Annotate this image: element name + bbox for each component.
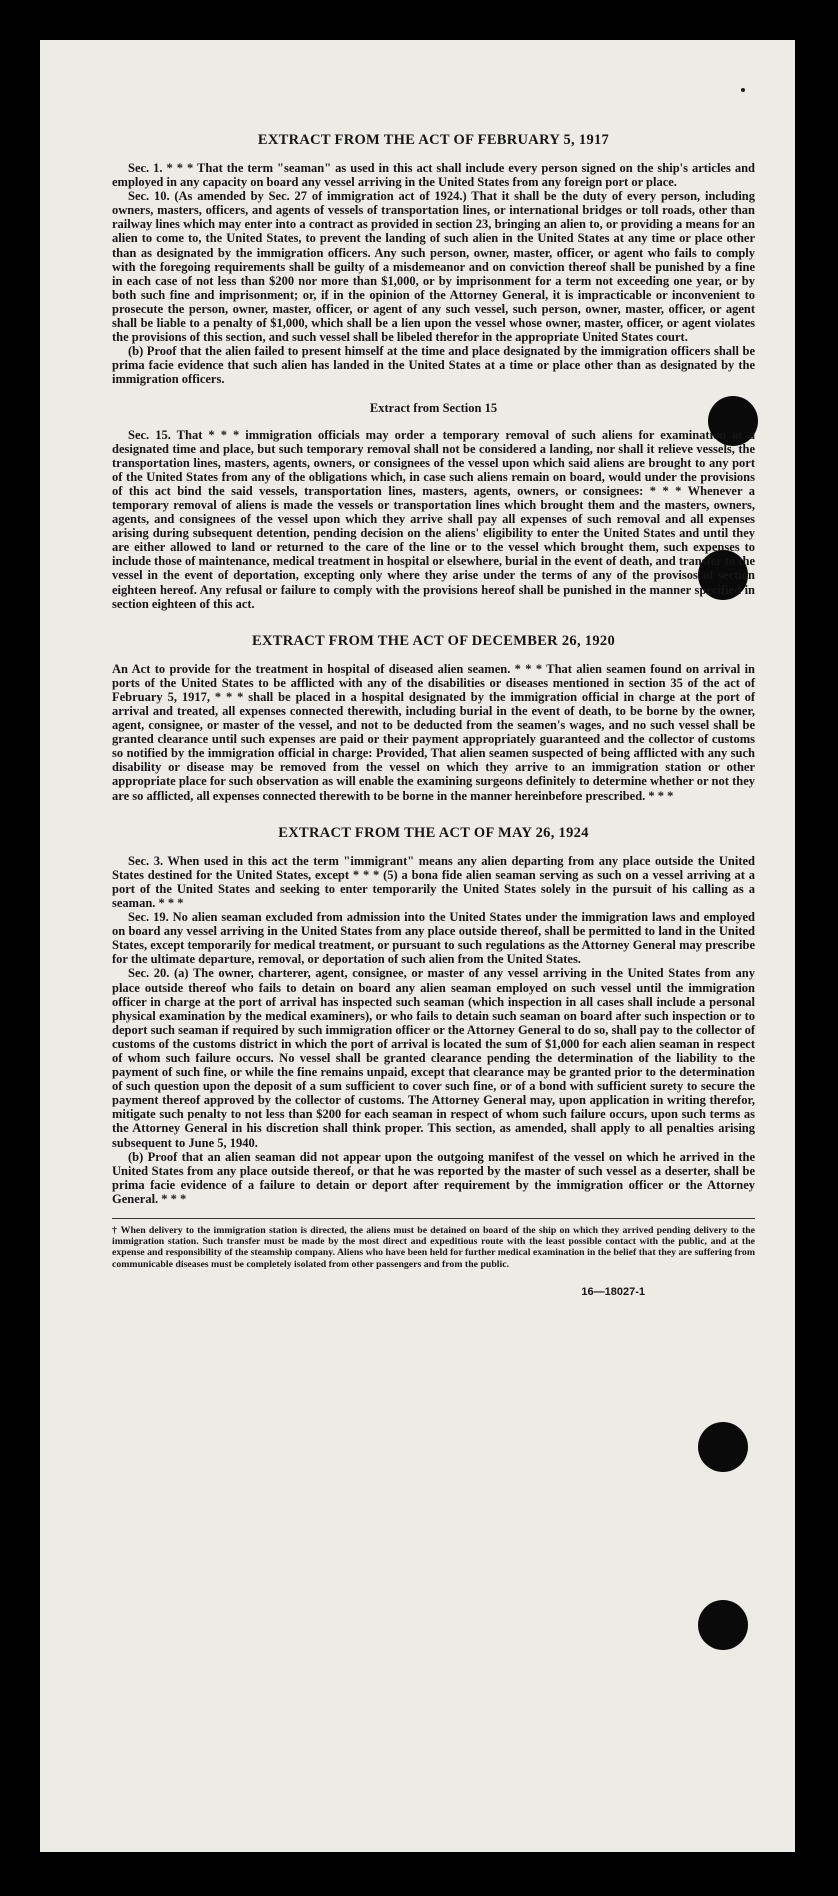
paragraph-act-1920: An Act to provide for the treatment in hospital of diseased alien seamen. * * * That alien seamen found on arrival in ports of the United States to be afflicted with any of the disabilities or diseases mentioned in section 35 of the act of February 5, 1917, * * * shall be placed in a hospital designated by the immigration official in charge at the port of arrival and treated, all expenses connected therewith, including burial in the event of death, to be borne by the owner, agent, consignee, or master of the vessel, and not to be deducted from the seamen's wages, and no such vessel shall be granted clearance until such expenses are paid or their payment appropriately guaranteed and the collector of customs so notified by the immigration official in charge: Provided, That alien seamen suspected of being afflicted with any such disability or disease may be removed from the vessel on which they arrive to an immigration station or other appropriate place for such observation as will enable the examining surgeons definitely to determine whether or not they are so afflicted, all expenses connected therewith to be borne in the manner hereinbefore prescribed. * * * bbox=[112, 661, 755, 803]
form-code: 16—18027-1 bbox=[581, 1285, 645, 1298]
document-body bbox=[112, 132, 755, 1298]
paper-speck bbox=[741, 88, 745, 92]
paragraph-sec-20-a: Sec. 20. (a) The owner, charterer, agent, consignee, or master of any vessel arriving in the United States from any place outside thereof who fails to detain on board any alien seaman employed on such vessel until the immigration officer in charge at the port of arrival has inspected such seaman (which inspection in all cases shall include a personal physical examination by the medical examiners), or who fails to detain such seaman on board after such inspection or to deport such seaman if required by such immigration officer or the Attorney General to do so, shall pay to the collector of customs of the customs district in which the port of arrival is located the sum of $1,000 for each alien seaman in respect of whom such failure occurs. No vessel shall be granted clearance pending the determination of the liability to the payment of such fine, or while the fine remains unpaid, except that clearance may be granted prior to the determination of such question upon the deposit of a sum sufficient to cover such fine, or of a bond with sufficient surety to secure the payment thereof approved by the collector of customs. The Attorney General may, upon application in writing therefor, mitigate such penalty to not less than $200 for each seaman in respect of whom such failure occurs, upon such terms as the Attorney General in his discretion shall think proper. This section, as amended, shall apply to all penalties arising subsequent to June 5, 1940. bbox=[112, 966, 755, 1150]
heading-act-1924: EXTRACT FROM THE ACT OF MAY 26, 1924 bbox=[278, 824, 589, 841]
heading-section-15: Extract from Section 15 bbox=[369, 400, 498, 415]
punch-hole-3 bbox=[698, 1422, 748, 1472]
footnote-text: † When delivery to the immigration station is directed, the aliens must be detained on board of the ship on which they arrived pending delivery to the immigration station. Such transfer must be made by the most direct and expeditious route with the least possible contact with the public, and at the expense and responsibility of the steamship company. Aliens who have been held for further medical examination in the belief that they are suffering from communicable diseases must be completely isolated from other passengers and from the public. bbox=[112, 1225, 755, 1270]
heading-act-1917: EXTRACT FROM THE ACT OF FEBRUARY 5, 1917 bbox=[257, 132, 610, 148]
paragraph-sec-20-b: (b) Proof that an alien seaman did not appear upon the outgoing manifest of the vessel on which he arrived in the United States from any place outside thereof, or that he was reported by the master of such vessel as a deserter, shall be prima facie evidence of a failure to detain or deport after requirement by the immigration officer or the Attorney General. * * * bbox=[112, 1149, 755, 1206]
paragraph-sec-1: Sec. 1. * * * That the term "seaman" as used in this act shall include every person signed on the ship's articles and employed in any capacity on board any vessel arriving in the United States from any foreign port or place. bbox=[112, 161, 755, 190]
paragraph-sec-15: Sec. 15. That * * * immigration officials may order a temporary removal of such aliens for examination at a designated time and place, but such temporary removal shall not be considered a landing, nor shall it relieve vessels, the transportation lines, masters, agents, owners, or consignees of the vessel upon which said aliens are brought to any port of the United States from any of the obligations which, in case such aliens remain on board, would under the provisions of this act bind the said vessels, transportation lines, masters, agents, owners, or consignees: * * * Whenever a temporary removal of aliens is made the vessels or transportation lines which brought them and the masters, owners, agents, and consignees of the vessel upon which they arrive shall pay all expenses of such removal and all expenses arising during subsequent detention, pending decision on the aliens' eligibility to enter the United States and until they are either allowed to land or returned to the care of the line or to the vessel which brought them, such expenses to include those of maintenance, medical treatment in hospital or elsewhere, burial in the event of death, and transfer to the vessel in the event of deportation, excepting only where they arise under the terms of any of the provisos of section eighteen hereof. Any refusal or failure to comply with the provisions hereof shall be punished in the manner specified in section eighteen of this act. bbox=[112, 427, 755, 611]
document-page bbox=[40, 40, 795, 1852]
paragraph-sec-19: Sec. 19. No alien seaman excluded from admission into the United States under the immigration laws and employed on board any vessel arriving in the United States from any place outside thereof, shall be permitted to land in the United States, except temporarily for medical treatment, or pursuant to such regulations as the Attorney General may prescribe for the ultimate departure, removal, or deportation of such alien from the United States. bbox=[112, 910, 755, 967]
punch-hole-4 bbox=[698, 1600, 748, 1650]
paragraph-sec-3: Sec. 3. When used in this act the term "immigrant" means any alien departing from any place outside the United States destined for the United States, except * * * (5) a bona fide alien seaman serving as such on a vessel arriving at a port of the United States and seeking to enter temporarily the United States solely in the pursuit of his calling as a seaman. * * * bbox=[112, 853, 755, 910]
paragraph-sec-10-b: (b) Proof that the alien failed to present himself at the time and place designated by the immigration officers shall be prima facie evidence that such alien has landed in the United States at a time or place other than as designated by the immigration officers. bbox=[112, 344, 755, 387]
paragraph-sec-10: Sec. 10. (As amended by Sec. 27 of immigration act of 1924.) That it shall be the duty of every person, including owners, masters, officers, and agents of vessels of transportation lines, or international bridges or toll roads, other than railway lines which may enter into a contract as provided in section 23, bringing an alien to, or providing a means for an alien to come to, the United States, to prevent the landing of such alien in the United States at any time or place other than as designated by the immigration officers. Any such person, owner, master, officer, or agent who fails to comply with the foregoing requirements shall be guilty of a misdemeanor and on conviction thereof shall be punished by a fine in each case of not less than $200 nor more than $1,000, or by imprisonment for a term not exceeding one year, or by both such fine and imprisonment; or, if in the opinion of the Attorney General, it is impracticable or inconvenient to prosecute the person, owner, master, officer, or agent of any such vessel, such person, owner, master, officer, or agent shall be liable to a penalty of $1,000, which shall be a lien upon the vessel whose owner, master, officer, or agent violates the provisions of this section, and such vessel shall be libeled therefor in the appropriate United States court. bbox=[112, 189, 755, 345]
footnote bbox=[112, 1218, 755, 1270]
heading-act-1920: EXTRACT FROM THE ACT OF DECEMBER 26, 1920 bbox=[251, 632, 616, 649]
